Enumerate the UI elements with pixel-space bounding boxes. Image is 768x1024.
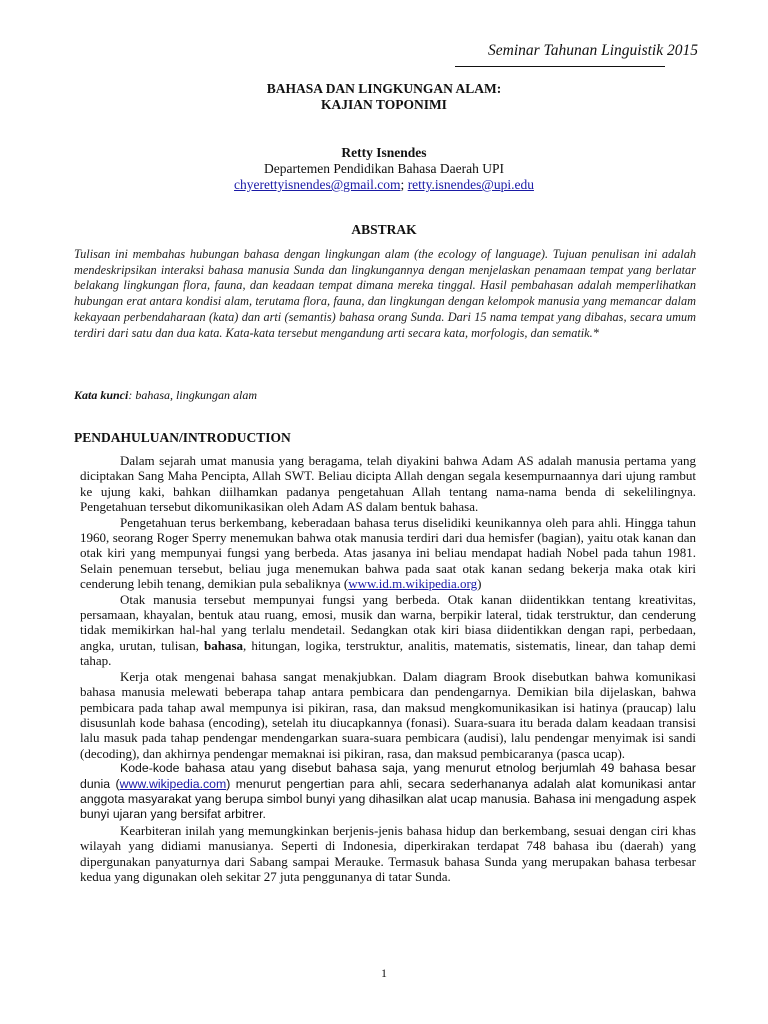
keywords-line bbox=[74, 388, 696, 403]
paper-title-line-2: KAJIAN TOPONIMI bbox=[321, 97, 447, 112]
paper-title-line-1: BAHASA DAN LINGKUNGAN ALAM: bbox=[266, 81, 502, 96]
email-link-upi[interactable]: retty.isnendes@upi.edu bbox=[407, 177, 534, 192]
email-separator: ; bbox=[400, 177, 405, 192]
keywords-value: bahasa, lingkungan alam bbox=[135, 388, 258, 402]
paragraph-5 bbox=[80, 761, 696, 823]
paragraph-2 bbox=[80, 515, 696, 592]
header-rule bbox=[455, 66, 665, 67]
author-emails bbox=[0, 177, 768, 193]
paragraph-1: Dalam sejarah umat manusia yang beragama, telah diyakini bahwa Adam AS adalah manusia pertama yang diciptakan Sang Maha Pencipta, Allah SWT. Beliau dicipta Allah dengan segala kesempurnaannya dari ujung rambut ke ujung kaki, bahkan diilhamkan padanya pengetahuan Allah tentang nama-nama benda di sekelilingnya. Pengetahuan tersebut dikomunikasikan oleh Adam AS dalam bentuk bahasa. bbox=[80, 453, 696, 515]
author-affiliation: Departemen Pendidikan Bahasa Daerah UPI bbox=[264, 161, 504, 176]
wikipedia-com-link[interactable]: www.wikipedia.com bbox=[119, 776, 227, 791]
paragraph-3-bold-term: bahasa bbox=[204, 637, 244, 653]
paragraph-3 bbox=[80, 592, 696, 669]
paragraph-2-text: Pengetahuan terus berkembang, keberadaan bahasa terus diselidiki keunikannya oleh para ahli. Hingga tahun 1960, seorang Roger Sperry menemukan bahwa otak manusia terdiri dari dua hemisfer (bagian), yaitu otak kanan dan otak kiri yang mempunyai fungsi yang berbeda. Atas jasanya ini beliau mendapat hadiah Nobel pada tahun 1981. Selain penemuan tersebut, beliau juga menemukan bahwa pada saat otak kanan sedang bekerja maka otak kiri cenderung lebih tenang, demikian pula sebaliknya ( bbox=[80, 514, 696, 592]
email-link-gmail[interactable]: chyerettyisnendes@gmail.com bbox=[234, 177, 401, 192]
paragraph-2-close: ) bbox=[477, 576, 482, 592]
section-heading: PENDAHULUAN/INTRODUCTION bbox=[74, 430, 291, 445]
keywords-colon: : bbox=[128, 388, 133, 402]
abstract-heading: ABSTRAK bbox=[351, 222, 417, 237]
paragraph-6: Kearbiteran inilah yang memungkinkan berjenis-jenis bahasa hidup dan berkembang, sesuai dengan ciri khas wilayah yang didiami manusianya. Seperti di Indonesia, diperkirakan terdapat 748 bahasa ibu (daerah) yang dipergunakan panyaturnya dari Sabang sampai Merauke. Termasuk bahasa Sunda yang merupakan bahasa terbesar kedua yang digunakan oleh sekitar 27 juta penggunanya di tatar Sunda. bbox=[80, 822, 696, 884]
paragraph-4: Kerja otak mengenai bahasa sangat menakjubkan. Dalam diagram Brook disebutkan bahwa komunikasi bahasa manusia melewati beberapa tahap antara pembicara dan pendengarnya. Demikian bila dijelaskan, bahwa pembicara pada tahap awal mempunya isi pikiran, rasa, dan maksud mengkomunikasikan isi hatinya (praucap) lalu disusunlah kode bahasa (encoding), setelah itu diucapkannya (fonasi). Suara-suara itu berada dalam keadaan transisi lalu masuk pada tahap pendengar mendengarkan suara-suara pembicara (audisi), lalu pendengar menyimak isi sandi (decoding), dan akhirnya pendengar memaknai isi pikiran, rasa, dan maksud pembicaranya (pasca ucap). bbox=[80, 668, 696, 761]
page-number: 1 bbox=[381, 966, 387, 980]
paragraph-5-text-b: ) menurut pengertian para ahli, secara sederhananya adalah alat komunikasi antar anggota masyarakat yang berupa simbol bunyi yang dihasilkan alat ucap manusia. Bahasa ini mengadung aspek bunyi ujaran yang bersifat arbitrer. bbox=[80, 776, 696, 822]
paragraph-3-text-b: , hitungan, logika, terstruktur, analitis, matematis, sistematis, linear, dan tahap demi tahap. bbox=[80, 637, 696, 669]
author-name: Retty Isnendes bbox=[341, 145, 427, 160]
abstract-text: Tulisan ini membahas hubungan bahasa dengan lingkungan alam (the ecology of language). Tujuan penulisan ini adalah mendeskripsikan interaksi bahasa manusia Sunda dan lingkungannya dengan menjelaskan penamaan tempat yang berlatar belakang lingkungan flora, fauna, dan keadaan tempat dimana mereka tinggal. Hasil pembahasan adalah memperlihatkan hubungan erat antara kondisi alam, terutama flora, fauna, dan lingkungan dengan kelompok manusia yang memancar dalam kekayaan perbendaharaan (kata) dan arti (semantis) bahasa orang Sunda. Dari 15 nama tempat yang dibahas, secara umum terdiri dari satu dan dua kata. Kata-kata tersebut mengandung arti secara kata, morfologis, dan sematik.* bbox=[74, 247, 696, 340]
running-header: Seminar Tahunan Linguistik 2015 bbox=[488, 42, 698, 59]
body-text bbox=[80, 453, 696, 884]
keywords-label: Kata kunci bbox=[74, 388, 129, 402]
paragraph-5-text-a: Kode-kode bahasa atau yang disebut bahasa saja, yang menurut etnolog berjumlah 49 bahasa besar dunia ( bbox=[80, 761, 696, 791]
paragraph-3-text-a: Otak manusia tersebut mempunyai fungsi yang berbeda. Otak kanan diidentikkan tentang kreativitas, persamaan, khayalan, bentuk atau ruang, emosi, musik dan warna, berpikir lateral, tidak terstruktur, dan cenderung tidak memikirkan hal-hal yang terlalu mendetail. Sedangkan otak kiri biasa diidentikkan dengan rapi, perbedaan, angka, urutan, tulisan, bbox=[80, 591, 696, 653]
wikipedia-id-link[interactable]: www.id.m.wikipedia.org bbox=[348, 576, 478, 592]
